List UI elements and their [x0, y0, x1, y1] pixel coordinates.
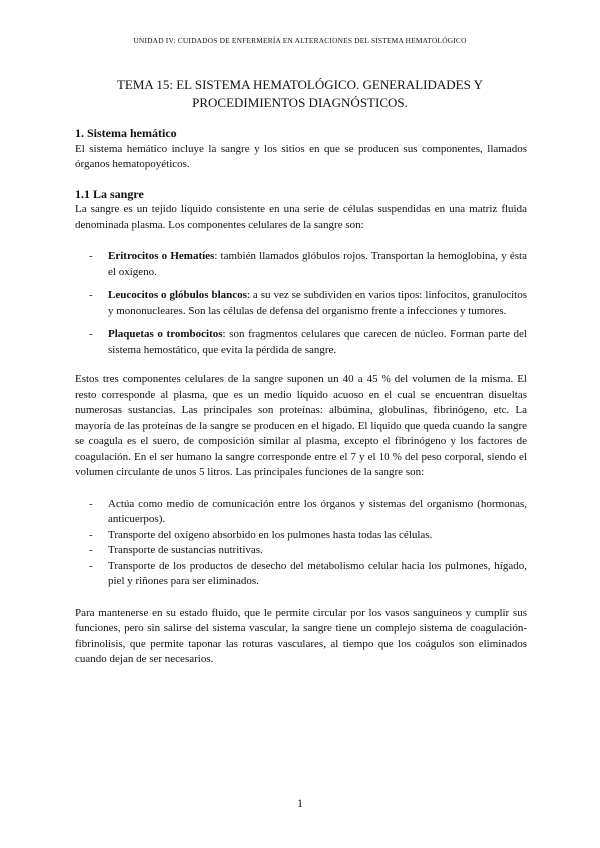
- blood-functions-list: [75, 497, 527, 590]
- coagulation-paragraph: Para mantenerse en su estado fluido, que le permite circular por los vasos sanguíneos y cumplir sus funciones, pero sin salirse del sistema vascular, la sangre tiene un complejo sistema de coagulación-fibrinolisis, que permite taponar las roturas vasculares, al tiempo que los coágulos son eliminados cuando dejan de ser necesarios.: [75, 606, 527, 665]
- term-label: Plaquetas o trombocitos: [108, 328, 223, 340]
- term-description: : a su vez se subdividen en varios tipos: linfocitos, granulocitos y mononucleares. Son las células de defensa del organismo frente a infecciones y tumores.: [108, 289, 527, 317]
- list-item: [75, 249, 527, 280]
- page-title: [80, 76, 520, 112]
- bullet-dash: -: [89, 497, 93, 510]
- term-description: : son fragmentos celulares que carecen de núcleo. Forman parte del sistema hemostático, que evita la pérdida de sangre.: [108, 328, 527, 356]
- document-body: [75, 126, 527, 668]
- term-label: Eritrocitos o Hematíes: [108, 250, 215, 262]
- function-text: Transporte de sustancias nutritivas.: [108, 544, 263, 556]
- bullet-dash: -: [89, 328, 93, 340]
- section-1-1-heading: 1.1 La sangre: [75, 186, 144, 201]
- function-text: Transporte de los productos de desecho del metabolismo celular hacia los pulmones, hígado, piel y riñones para ser eliminados.: [108, 559, 527, 587]
- title-line-2: PROCEDIMIENTOS DIAGNÓSTICOS.: [192, 95, 408, 110]
- title-line-1: TEMA 15: EL SISTEMA HEMATOLÓGICO. GENERALIDADES Y: [116, 77, 484, 92]
- list-item: [75, 528, 527, 544]
- section-1-paragraph: El sistema hemático incluye la sangre y los sitios en que se producen sus componentes, llamados órganos hematopoyéticos.: [75, 142, 527, 170]
- list-item: [75, 288, 527, 319]
- bullet-dash: -: [89, 559, 93, 572]
- function-text: Actúa como medio de comunicación entre los órganos y sistemas del organismo (hormonas, anticuerpos).: [108, 497, 527, 525]
- running-header: UNIDAD IV: CUIDADOS DE ENFERMERÍA EN ALTERACIONES DEL SISTEMA HEMATOLÓGICO: [133, 36, 467, 45]
- function-text: Transporte del oxígeno absorbido en los pulmones hasta todas las células.: [108, 528, 433, 541]
- page-number: 1: [297, 796, 303, 810]
- list-item: [75, 559, 527, 590]
- composition-paragraph: Estos tres componentes celulares de la sangre suponen un 40 a 45 % del volumen de la misma. El resto corresponde al plasma, que es un medio líquido acuoso en el cual se encuentran disueltas numerosas sustancias. Las principales son proteínas: albúmina, globulinas, fibrinógeno, etc. La mayoría de las proteínas de la sangre se producen en el hígado. El líquido que queda cuando la sangre se coagula es el suero, de composición similar al plasma, excepto el fibrinógeno y los factores de coagulación. En el ser humano la sangre corresponde entre el 7 y el 10 % del peso corporal, siendo el volumen circulante de unos 5 litros. Las principales funciones de la sangre son:: [75, 373, 527, 478]
- list-item: [75, 497, 527, 528]
- cell-components-list: [75, 249, 527, 358]
- bullet-dash: -: [89, 528, 93, 541]
- term-description: : también llamados glóbulos rojos. Transportan la hemoglobina, y ésta el oxígeno.: [108, 250, 527, 278]
- bullet-dash: -: [89, 544, 93, 556]
- section-1-heading: 1. Sistema hemático: [75, 126, 177, 140]
- term-label: Leucocitos o glóbulos blancos: [108, 289, 247, 301]
- list-item: [75, 543, 527, 559]
- blood-intro-paragraph: La sangre es un tejido líquido consistente en una serie de células suspendidas en una matriz fluida denominada plasma. Los componentes celulares de la sangre son:: [75, 203, 527, 231]
- bullet-dash: -: [89, 289, 93, 301]
- list-item: [75, 327, 527, 358]
- bullet-dash: -: [89, 250, 93, 262]
